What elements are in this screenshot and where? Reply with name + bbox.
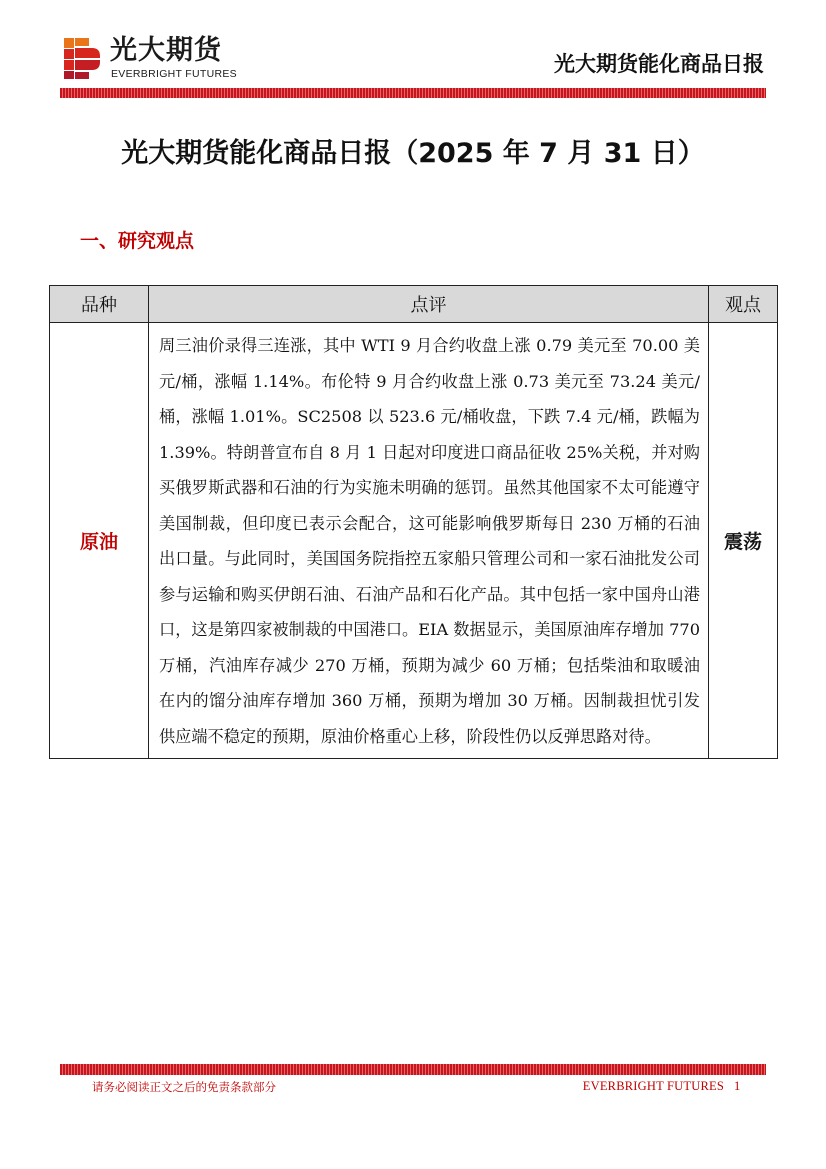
section-heading: 一、研究观点 (80, 230, 195, 252)
research-view-table (49, 285, 778, 759)
header-divider (60, 88, 766, 98)
document-title: 光大期货能化商品日报（2025 年 7 月 31 日） (121, 138, 705, 169)
header-category: 品种 (50, 286, 149, 323)
brand-name-en: EVERBRIGHT FUTURES (111, 68, 237, 80)
page-number: 1 (734, 1079, 741, 1093)
comment-cell: 周三油价录得三连涨，其中 WTI 9 月合约收盘上涨 0.79 美元至 70.00 美元/桶，涨幅 1.14%。布伦特 9 月合约收盘上涨 0.73 美元至 73.24 美元/桶，涨幅 1.01%。SC2508 以 523.6 元/桶收盘，下跌 7.4 元/桶，跌幅为 1.39%。特朗普宣布自 8 月 1 日起对印度进口商品征收 25%关税，并对购买俄罗斯武器和石油的行为实施未明确的惩罚。虽然其他国家不太可能遵守美国制裁，但印度已表示会配合，这可能影响俄罗斯每日 230 万桶的石油出口量。与此同时，美国国务院指控五家船只管理公司和一家石油批发公司参与运输和购买伊朗石油、石油产品和石化产品。其中包括一家中国舟山港口，这是第四家被制裁的中国港口。EIA 数据显示，美国原油库存增加 770 万桶，汽油库存减少 270 万桶，预期为减少 60 万桶；包括柴油和取暖油在内的馏分油库存增加 360 万桶，预期为增加 30 万桶。因制裁担忧引发供应端不稳定的预期，原油价格重心上移，阶段性仍以反弹思路对待。 (149, 323, 709, 759)
header-comment: 点评 (149, 286, 709, 323)
page-header (0, 0, 826, 100)
brand-name-cn: 光大期货 (110, 35, 222, 66)
table-row (50, 323, 778, 759)
view-cell: 震荡 (709, 323, 778, 759)
table-header-row (50, 286, 778, 323)
header-view: 观点 (709, 286, 778, 323)
report-name: 光大期货能化商品日报 (554, 52, 764, 76)
everbright-logo-icon (62, 36, 102, 80)
category-cell: 原油 (50, 323, 149, 759)
footer-disclaimer: 请务必阅读正文之后的免责条款部分 (92, 1080, 276, 1094)
footer-company: EVERBRIGHT FUTURES (582, 1079, 724, 1093)
footer-divider (60, 1064, 766, 1075)
